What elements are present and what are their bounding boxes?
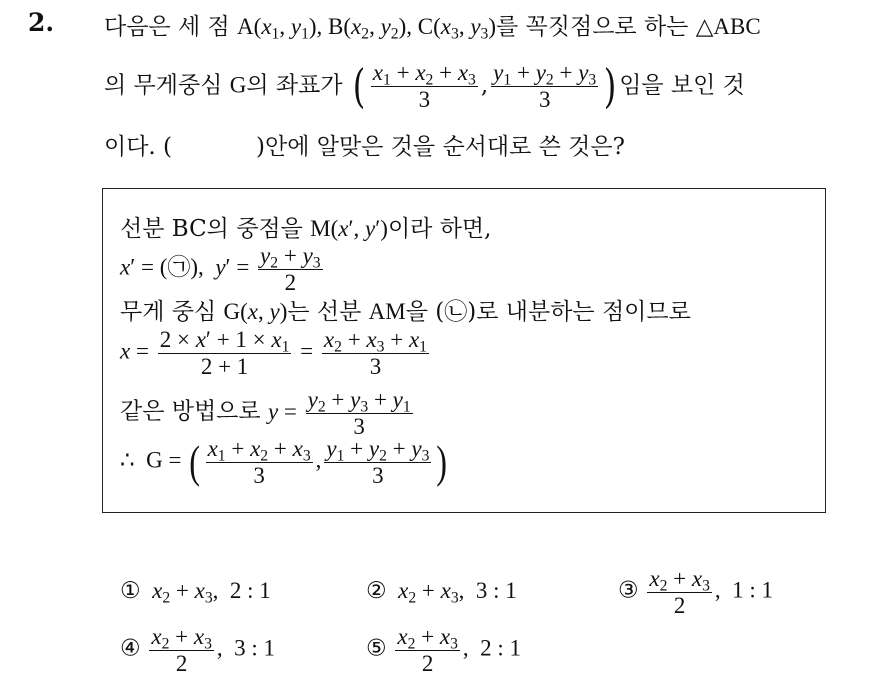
proof-line-3: 무게 중심 G(x, y)는 선분 AM을 (㉡)로 내분하는 점이므로 xyxy=(120,299,691,325)
proof-l3-suffix: 로 내분하는 점이므로 xyxy=(476,299,691,325)
proof-line-4: x = $\frac{2 \times x' + 1 \times x_1}{2 + 1}$ = $\frac{x_2 + x_3 + x_1}{3}$ xyxy=(120,327,427,379)
choice-1-ratio: 2 : 1 xyxy=(229,578,271,603)
final-fraction-x: $\frac{x_1 + x_2 + x_3}{3}$ xyxy=(207,436,311,488)
therefore-symbol: ∴ xyxy=(120,447,135,473)
choice-4-marker: ④ xyxy=(120,635,141,661)
choice-4-ratio: 3 : 1 xyxy=(234,635,276,661)
choice-3[interactable]: ③ $\frac{x_2 + x_3}{2}$ , 1 : 1 xyxy=(618,566,774,618)
proof-line-1 xyxy=(120,210,491,243)
fraction-y-prime: $\frac{y_2 + y_3}{2}$ xyxy=(260,243,321,295)
choice-5-fraction: $\frac{x_2 + x_3}{2}$ xyxy=(397,624,458,676)
choice-3-fraction: $\frac{x_2 + x_3}{2}$ xyxy=(649,566,710,618)
question-line-2: 의 무게중심 G의 좌표가 ( $\frac{x_1 + x_2 + x_3}{3}$ , $\frac{y_1 + y_2 + y_3}{3}$ ) 임을 보인 것 xyxy=(104,59,745,114)
proof-l1-suffix: 이라 하면, xyxy=(387,216,492,242)
line1-prefix: 다음은 세 점 xyxy=(104,14,230,40)
choice-4[interactable]: ④ $\frac{x_2 + x_3}{2}$ , 3 : 1 xyxy=(120,624,276,676)
midpoint-m: M(x′, y′) xyxy=(310,216,388,241)
blank-a: ㉠ xyxy=(167,254,191,280)
blank-b: ㉡ xyxy=(444,299,468,325)
proof-l1-prefix: 선분 BC의 중점을 xyxy=(120,216,303,242)
centroid-gxy: G(x, y) xyxy=(223,299,288,324)
final-open-paren: ( xyxy=(189,436,201,488)
question-line-3 xyxy=(104,128,625,161)
segment-am: AM xyxy=(368,299,406,324)
point-list: $A(x_1$, $y_1$), $B(x_2$, $y_2$), $C(x_3$, $y_3$) xyxy=(237,14,497,43)
choice-5-ratio: 2 : 1 xyxy=(480,635,522,661)
line2-suffix: 임을 보인 것 xyxy=(619,72,745,99)
question-number: 2. xyxy=(28,8,55,37)
open-paren: ( xyxy=(352,59,366,114)
choice-1[interactable]: ① $x_2 + x_3$, 2 : 1 xyxy=(120,578,271,607)
choice-2[interactable]: ② $x_2 + x_3$, 3 : 1 xyxy=(366,578,517,607)
line1-suffix: 를 꼭짓점으로 하는 xyxy=(496,14,689,40)
choice-2-ratio: 3 : 1 xyxy=(475,578,517,603)
choice-4-fraction: $\frac{x_2 + x_3}{2}$ xyxy=(151,624,212,676)
proof-line-5: 같은 방법으로 y = $\frac{y_2 + y_3 + y_1}{3}$ xyxy=(120,387,411,439)
line3-suffix: )안에 알맞은 것을 순서대로 쓴 것은? xyxy=(256,134,625,160)
proof-line-6: ∴ G = ( $\frac{x_1 + x_2 + x_3}{3}$ , $\frac{y_1 + y_2 + y_3}{3}$ ) xyxy=(120,436,448,488)
choice-1-marker: ① xyxy=(120,578,141,603)
choice-5-marker: ⑤ xyxy=(366,635,387,661)
proof-l5-prefix: 같은 방법으로 xyxy=(120,398,261,425)
proof-line-2: x′ = (㉠), y′ = $\frac{y_2 + y_3}{2}$ xyxy=(120,243,321,295)
fraction-x: $\frac{x_1 + x_2 + x_3}{3}$ xyxy=(372,60,476,112)
choice-2-marker: ② xyxy=(366,578,387,603)
proof-l3-prefix: 무게 중심 xyxy=(120,299,217,325)
fraction-y: $\frac{y_1 + y_2 + y_3}{3}$ xyxy=(493,60,597,112)
fraction-section: $\frac{2 \times x' + 1 \times x_1}{2 + 1}$ xyxy=(159,327,290,379)
question-line-1 xyxy=(104,8,761,41)
choice-5[interactable]: ⑤ $\frac{x_2 + x_3}{2}$ , 2 : 1 xyxy=(366,624,522,676)
line2-prefix: 의 무게중심 xyxy=(104,72,223,99)
proof-l3-mid2: 을 xyxy=(405,299,428,325)
fraction-x-result: $\frac{x_2 + x_3 + x_1}{3}$ xyxy=(323,327,427,379)
centroid-g: G xyxy=(229,72,247,98)
choice-3-ratio: 1 : 1 xyxy=(732,577,774,603)
line2-mid: 의 좌표가 xyxy=(246,72,343,99)
final-fraction-y: $\frac{y_1 + y_2 + y_3}{3}$ xyxy=(326,436,430,488)
fraction-y-result: $\frac{y_2 + y_3 + y_1}{3}$ xyxy=(307,387,411,439)
close-paren: ) xyxy=(603,59,617,114)
choice-3-marker: ③ xyxy=(618,577,639,603)
triangle-label: △ABC xyxy=(695,14,761,39)
final-close-paren: ) xyxy=(436,436,448,488)
line3-prefix: 이다. ( xyxy=(104,134,173,160)
proof-l3-mid1: 는 선분 xyxy=(287,299,362,325)
